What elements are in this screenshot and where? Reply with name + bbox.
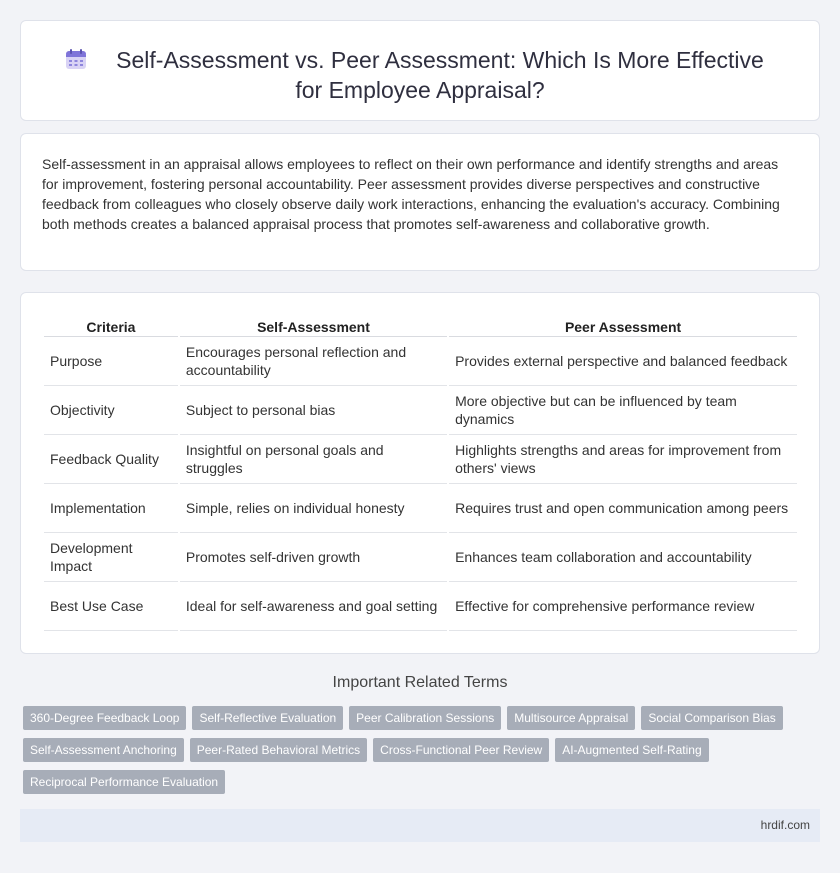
- peer-assessment-cell: Provides external perspective and balanced feedback: [449, 337, 797, 386]
- footer-site-link[interactable]: hrdif.com: [760, 818, 810, 832]
- table-row: [44, 386, 797, 435]
- self-assessment-cell: Ideal for self-awareness and goal setting: [180, 582, 447, 631]
- self-assessment-cell: Subject to personal bias: [180, 386, 447, 435]
- intro-card: [20, 133, 820, 271]
- title-card: [20, 20, 820, 121]
- criteria-cell: Best Use Case: [44, 582, 178, 631]
- peer-assessment-cell: Enhances team collaboration and accountability: [449, 533, 797, 582]
- comparison-table-card: [20, 292, 820, 654]
- related-term-tag[interactable]: Peer Calibration Sessions: [349, 706, 501, 730]
- criteria-cell: Objectivity: [44, 386, 178, 435]
- table-row: [44, 582, 797, 631]
- peer-assessment-cell: Effective for comprehensive performance review: [449, 582, 797, 631]
- table-header-row: [44, 314, 797, 337]
- related-terms-list: [23, 706, 803, 794]
- header-criteria: Criteria: [44, 314, 178, 337]
- peer-assessment-cell: More objective but can be influenced by team dynamics: [449, 386, 797, 435]
- header-peer-assessment: Peer Assessment: [449, 314, 797, 337]
- related-terms-title: Important Related Terms: [332, 674, 508, 691]
- self-assessment-cell: Simple, relies on individual honesty: [180, 484, 447, 533]
- table-row: [44, 533, 797, 582]
- header-self-assessment: Self-Assessment: [180, 314, 447, 337]
- related-term-tag[interactable]: Cross-Functional Peer Review: [373, 738, 549, 762]
- related-term-tag[interactable]: Social Comparison Bias: [641, 706, 782, 730]
- page-title-line-2: for Employee Appraisal?: [295, 77, 545, 103]
- criteria-cell: Implementation: [44, 484, 178, 533]
- page-title: [21, 45, 819, 105]
- related-term-tag[interactable]: AI-Augmented Self-Rating: [555, 738, 708, 762]
- criteria-cell: Purpose: [44, 337, 178, 386]
- related-term-tag[interactable]: 360-Degree Feedback Loop: [23, 706, 186, 730]
- related-term-tag[interactable]: Multisource Appraisal: [507, 706, 635, 730]
- criteria-cell: Feedback Quality: [44, 435, 178, 484]
- intro-paragraph: Self-assessment in an appraisal allows employees to reflect on their own performance and identify strengths and areas for improvement, fostering personal accountability. Peer assessment provides diverse perspectives and constructive feedback from colleagues who closely observe daily work interactions, enhancing the evaluation's accuracy. Combining both methods creates a balanced appraisal process that promotes self-awareness and collaborative growth.: [42, 156, 780, 232]
- footer: [20, 809, 820, 842]
- related-term-tag[interactable]: Self-Reflective Evaluation: [192, 706, 343, 730]
- table-row: [44, 337, 797, 386]
- page-title-line-1: Self-Assessment vs. Peer Assessment: Which Is More Effective: [116, 47, 764, 73]
- comparison-table: [42, 314, 799, 631]
- related-term-tag[interactable]: Peer-Rated Behavioral Metrics: [190, 738, 367, 762]
- table-row: [44, 484, 797, 533]
- self-assessment-cell: Promotes self-driven growth: [180, 533, 447, 582]
- criteria-cell: Development Impact: [44, 533, 178, 582]
- self-assessment-cell: Insightful on personal goals and struggles: [180, 435, 447, 484]
- peer-assessment-cell: Highlights strengths and areas for improvement from others' views: [449, 435, 797, 484]
- table-row: [44, 435, 797, 484]
- self-assessment-cell: Encourages personal reflection and accountability: [180, 337, 447, 386]
- related-term-tag[interactable]: Self-Assessment Anchoring: [23, 738, 184, 762]
- peer-assessment-cell: Requires trust and open communication among peers: [449, 484, 797, 533]
- related-term-tag[interactable]: Reciprocal Performance Evaluation: [23, 770, 225, 794]
